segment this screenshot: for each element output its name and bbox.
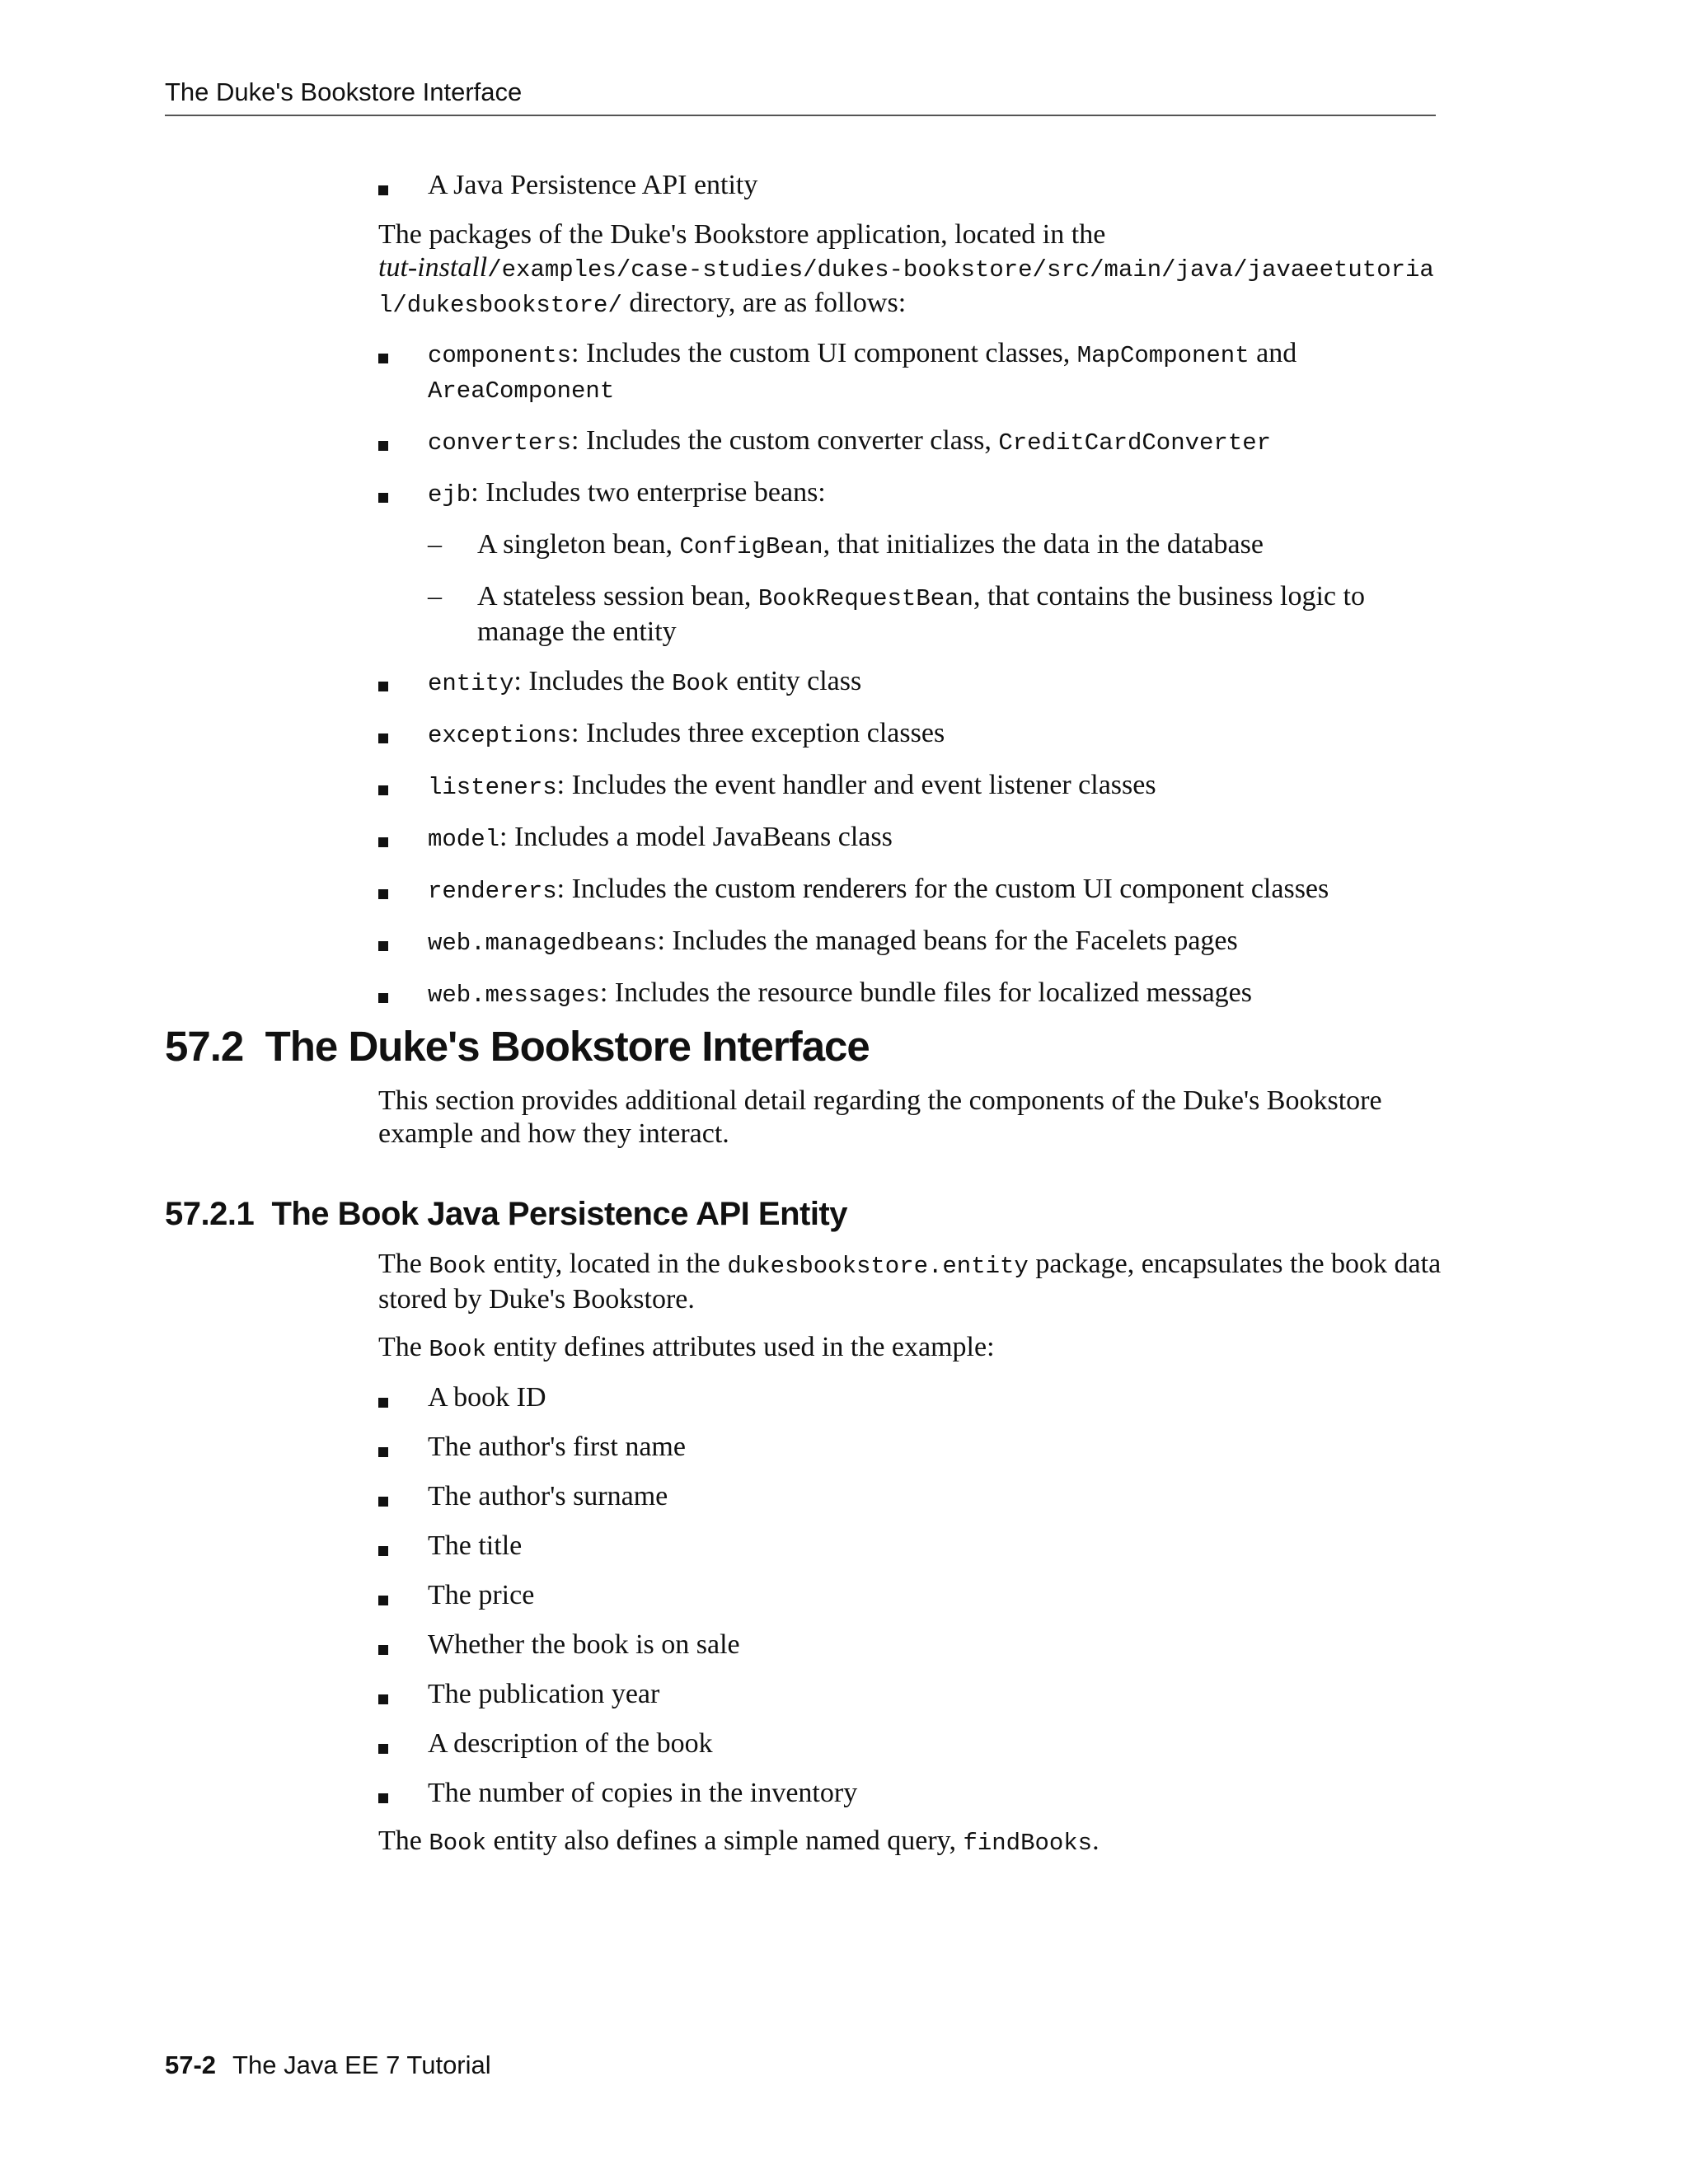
list-item: components: Includes the custom UI component classes, MapComponent and AreaComponent [378, 337, 1442, 408]
list-item: exceptions: Includes three exception classes [378, 717, 1442, 752]
top-bullet-list [378, 169, 1442, 202]
named-query-paragraph: The Book entity also defines a simple named query, findBooks. [378, 1825, 1100, 1857]
section-title: 57.2 The Duke's Bookstore Interface [165, 1023, 870, 1070]
list-item: A description of the book [378, 1727, 1442, 1760]
list-item: A Java Persistence API entity [378, 169, 1442, 202]
list-item: ejb: Includes two enterprise beans: – A singleton bean, ConfigBean, that initializes the data in the database – A stateless session bean, BookRequestBean, that contains the business logic to manage the entity [378, 476, 1442, 649]
attributes-intro-paragraph: The Book entity defines attributes used in the example: [378, 1332, 995, 1363]
sub-list-item: – A stateless session bean, BookRequestBean, that contains the business logic to manage the entity [428, 580, 1442, 649]
subsection-body [378, 1248, 1442, 1860]
book-title: The Java EE 7 Tutorial [232, 2050, 491, 2079]
list-item: Whether the book is on sale [378, 1629, 1442, 1661]
page-footer [165, 2050, 491, 2080]
packages-paragraph: The packages of the Duke's Bookstore application, located in the tut-install/examples/case-studies/dukes-bookstore/src/main/java/javaeetutoria l/dukesbookstore/ directory, are as follows: [378, 219, 1434, 319]
page-number: 57-2 [165, 2050, 217, 2079]
header-rule [165, 115, 1436, 116]
list-item: listeners: Includes the event handler and event listener classes [378, 769, 1442, 804]
list-item: The price [378, 1579, 1442, 1612]
running-header: The Duke's Bookstore Interface [165, 77, 523, 106]
list-item: web.messages: Includes the resource bundle files for localized messages [378, 977, 1442, 1012]
book-entity-paragraph: The Book entity, located in the dukesbookstore.entity package, encapsulates the book data stored by Duke's Bookstore. [378, 1249, 1442, 1315]
list-item: web.managedbeans: Includes the managed beans for the Facelets pages [378, 925, 1442, 960]
ejb-sub-list [428, 528, 1442, 649]
list-item: The author's surname [378, 1480, 1442, 1513]
list-item: model: Includes a model JavaBeans class [378, 821, 1442, 856]
list-item: A book ID [378, 1381, 1442, 1414]
list-item: converters: Includes the custom converter class, CreditCardConverter [378, 424, 1442, 460]
attributes-list [378, 1381, 1442, 1810]
list-item: The number of copies in the inventory [378, 1777, 1442, 1810]
list-item: renderers: Includes the custom renderers for the custom UI component classes [378, 873, 1442, 908]
list-item: entity: Includes the Book entity class [378, 665, 1442, 701]
section-body [378, 1085, 1442, 1151]
packages-list [378, 337, 1442, 1012]
list-item: The author's first name [378, 1431, 1442, 1464]
list-item: The title [378, 1530, 1442, 1563]
intro-content [378, 169, 1442, 1029]
sub-list-item: – A singleton bean, ConfigBean, that initializes the data in the database [428, 528, 1442, 564]
section-paragraph: This section provides additional detail regarding the components of the Duke's Bookstore example and how they interact. [378, 1085, 1382, 1149]
list-item: The publication year [378, 1678, 1442, 1711]
subsection-title: 57.2.1 The Book Java Persistence API Entity [165, 1196, 847, 1232]
